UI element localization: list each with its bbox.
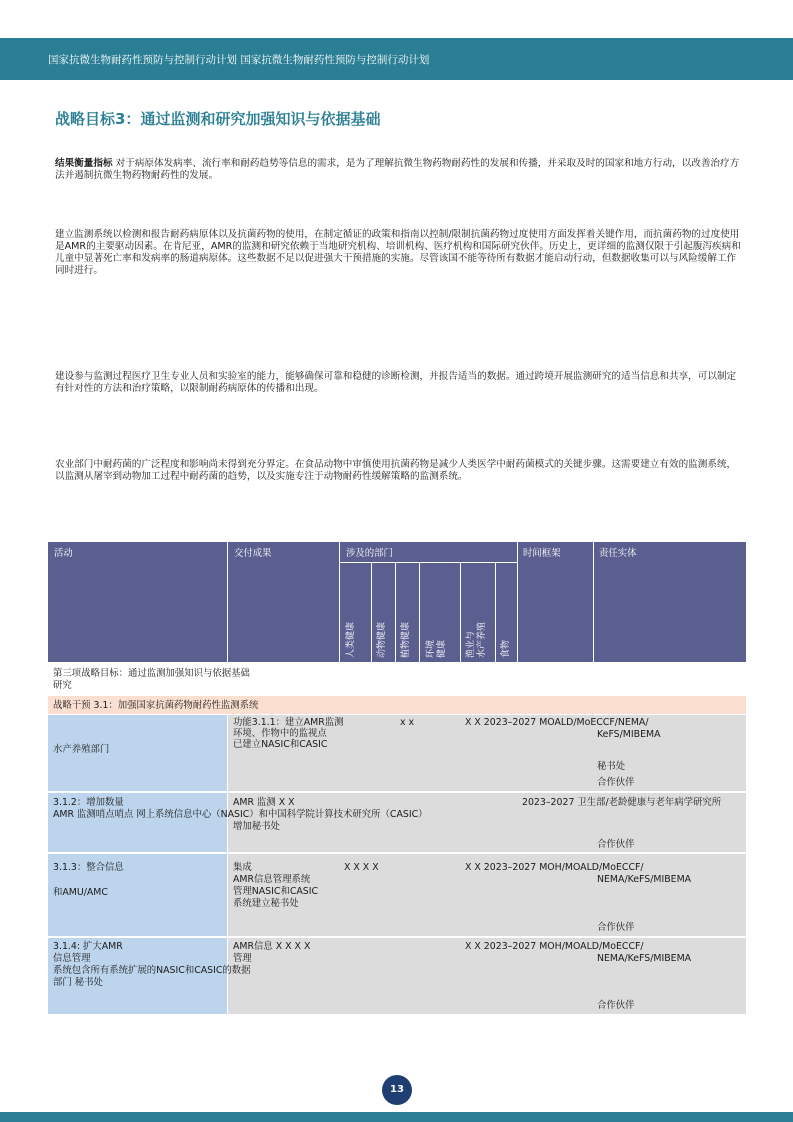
r2-line-5: 增加秘书处 bbox=[233, 821, 280, 832]
paragraph-outcome bbox=[55, 158, 745, 182]
outcome-text: 对于病原体发病率、流行率和耐药趋势等信息的需求，是为了理解抗微生物药物耐药性的发展和传播，并采取及时的国家和地方行动，以改善治疗方法并遏制抗微生物药物耐药性的发展。 bbox=[55, 158, 740, 181]
outcome-label: 结果衡量指标 bbox=[55, 158, 113, 169]
paragraph-surveillance: 建立监测系统以检测和报告耐药病原体以及抗菌药物的使用，在制定循证的政策和指南以控制/限制抗菌药物过度使用方面发挥着关键作用，而抗菌药物的过度使用是AMR的主要驱动因素。在肯尼亚，AMR的监测和研究依赖于当地研究机构、培训机构、医疗机构和国际研究伙伴。历史上，更详细的监测仅限于引起腹泻疾病和儿童中显著死亡率和发病率的肠道病原体。这些数据不足以促进强大干预措施的实施。尽管该国不能等待所有数据才能启动行动，但数据收集可以与风险缓解工作同时进行。 bbox=[55, 229, 741, 276]
header-sector-env-2: 健康 bbox=[437, 639, 447, 658]
r1-line-6: KeFS/MIBEMA bbox=[597, 729, 661, 740]
activity-table bbox=[48, 542, 746, 1014]
r4-line-2: 信息管理 bbox=[53, 953, 91, 964]
header-timeframe: 时间框架 bbox=[523, 548, 561, 559]
header-sector-env-1: 环境 bbox=[426, 639, 436, 658]
r4-line-4: 部门 秘书处 bbox=[53, 977, 103, 988]
r2-line-1: 3.1.2：增加数量 bbox=[53, 797, 124, 808]
header-sector-animal: 动物健康 bbox=[377, 621, 387, 658]
page-number: 13 bbox=[382, 1075, 412, 1105]
r3-line-5: 管理NASIC和CASIC bbox=[233, 886, 319, 897]
r1-line-1: 功能3.1.1：建立AMR监测 bbox=[233, 717, 344, 728]
r4-line-6: 管理 bbox=[233, 953, 252, 964]
r1-line-5: X X 2023–2027 MOALD/MoECCF/NEMA/ bbox=[465, 717, 649, 728]
r1-line-4: 水产养殖部门 bbox=[53, 744, 110, 755]
r3-line-7: X X X X bbox=[344, 862, 379, 873]
header-sector-fish-1: 渔业与 bbox=[466, 630, 476, 658]
header-activity: 活动 bbox=[54, 548, 73, 559]
running-header-text: 国家抗微生物耐药性预防与控制行动计划 国家抗微生物耐药性预防与控制行动计划 bbox=[48, 54, 430, 66]
paragraph-agriculture: 农业部门中耐药菌的广泛程度和影响尚未得到充分界定。在食品动物中审慎使用抗菌药物是减少人类医学中耐药菌模式的关键步骤。这需要建立有效的监测系统，以监测从屠宰到动物加工过程中耐药菌的趋势，以及实施专注于动物耐药性缓解策略的监测系统。 bbox=[55, 459, 737, 482]
header-sectors: 涉及的部门 bbox=[346, 548, 393, 559]
r3-line-1: 3.1.3：整合信息 bbox=[53, 862, 124, 873]
r1-line-7: 秘书处 bbox=[597, 761, 626, 772]
intervention-text: 战略干预 3.1：加强国家抗菌药物耐药性监测系统 bbox=[53, 700, 259, 711]
r4-line-3: 系统包含所有系统扩展的NASIC和CASIC的数据 bbox=[53, 965, 251, 976]
intervention-row bbox=[48, 696, 746, 714]
r3-line-4: AMR信息管理系统 bbox=[233, 874, 311, 885]
r4-line-7: X X 2023–2027 MOH/MOALD/MoECCF/ bbox=[465, 941, 644, 952]
header-sector-plant: 植物健康 bbox=[401, 621, 411, 658]
header-sector-human: 人类健康 bbox=[346, 621, 356, 658]
goal-line-2: 研究 bbox=[53, 680, 72, 691]
r2-line-2: AMR 监测 X X bbox=[233, 797, 295, 808]
section-title: 战略目标3：通过监测和研究加强知识与依据基础 bbox=[55, 110, 381, 128]
r3-line-10: 合作伙伴 bbox=[597, 922, 635, 933]
r3-line-9: NEMA/KeFS/MIBEMA bbox=[597, 874, 692, 885]
footer-bar bbox=[0, 1112, 793, 1122]
r2-line-4: AMR 监测哨点哨点 网上系统信息中心（NASIC）和中国科学院计算技术研究所（CASIC） bbox=[53, 809, 428, 820]
r1-line-9: x x bbox=[400, 717, 415, 728]
r1-line-3: 已建立NASIC和CASIC bbox=[233, 739, 328, 750]
paragraph-capacity: 建设参与监测过程医疗卫生专业人员和实验室的能力，能够确保可靠和稳健的诊断检测，并报告适当的数据。通过跨境开展监测研究的适当信息和共享，可以制定有针对性的方法和治疗策略，以限制耐药病原体的传播和出现。 bbox=[55, 371, 737, 394]
r3-line-3: 集成 bbox=[233, 862, 252, 873]
r4-line-5: AMR信息 X X X X bbox=[233, 941, 311, 952]
r4-line-1: 3.1.4: 扩大AMR bbox=[53, 941, 123, 952]
header-deliverable: 交付成果 bbox=[234, 548, 272, 559]
r3-line-8: X X 2023–2027 MOH/MOALD/MoECCF/ bbox=[465, 862, 644, 873]
table-header bbox=[48, 542, 746, 662]
r3-line-2: 和AMU/AMC bbox=[53, 887, 108, 898]
r2-line-3: 2023–2027 卫生部/老龄健康与老年病学研究所 bbox=[522, 797, 722, 808]
header-responsible: 责任实体 bbox=[599, 548, 637, 559]
running-header bbox=[0, 38, 793, 80]
r4-line-9: 合作伙伴 bbox=[597, 1000, 635, 1011]
r1-line-2: 环境、作物中的监视点 bbox=[233, 728, 327, 739]
header-sector-food: 食物 bbox=[501, 639, 511, 658]
r3-line-6: 系统建立秘书处 bbox=[233, 898, 299, 909]
r1-line-8: 合作伙伴 bbox=[597, 777, 635, 788]
header-sector-fish-2: 水产养殖 bbox=[477, 621, 487, 658]
r4-line-8: NEMA/KeFS/MIBEMA bbox=[597, 953, 692, 964]
goal-line-1: 第三项战略目标：通过监测加强知识与依据基础 bbox=[53, 668, 250, 679]
r2-line-6: 合作伙伴 bbox=[597, 839, 635, 850]
